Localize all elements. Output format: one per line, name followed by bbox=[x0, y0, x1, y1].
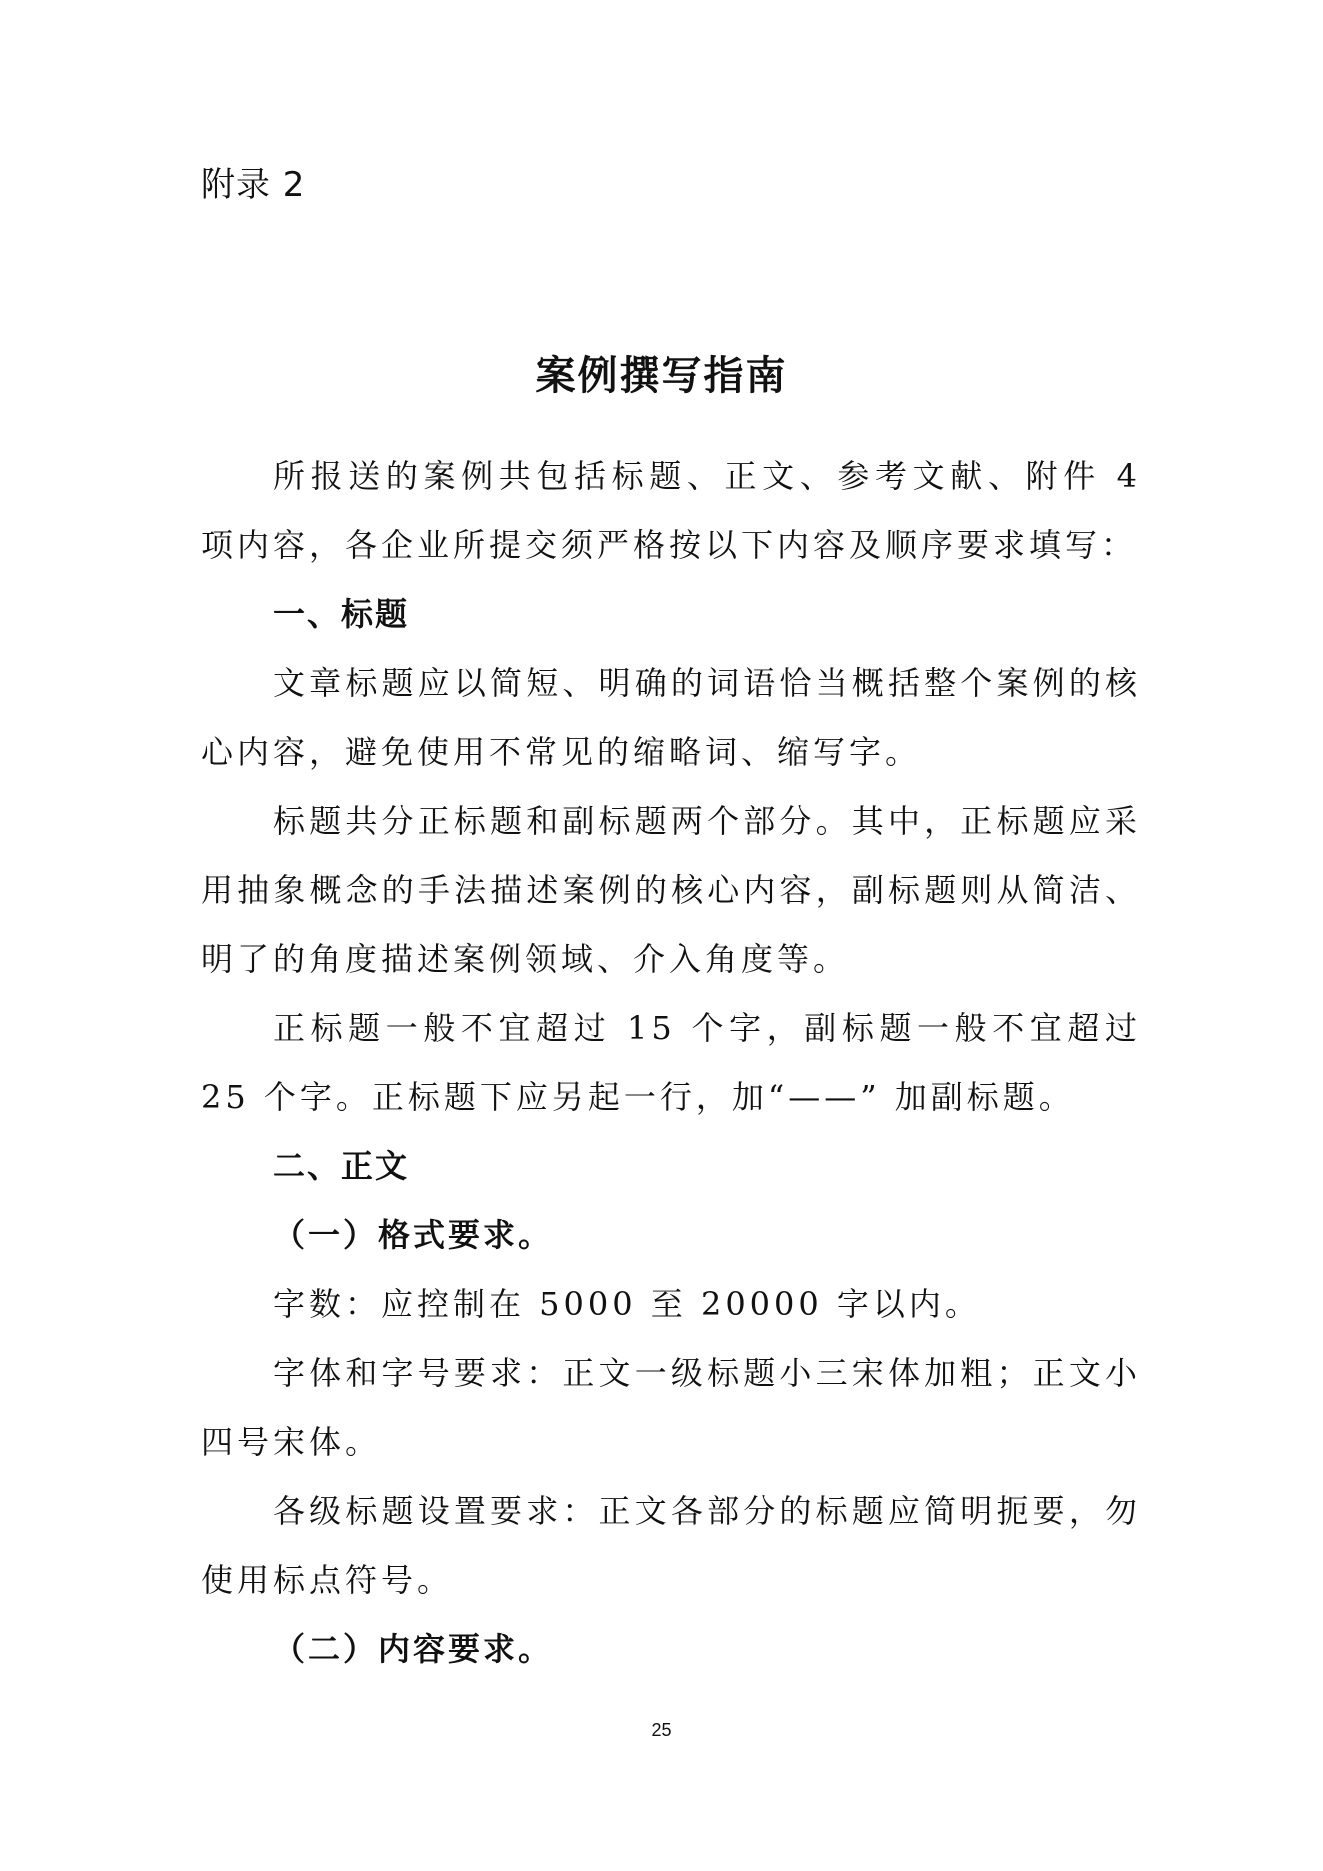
title-structure-paragraph: 标题共分正标题和副标题两个部分。其中，正标题应采用抽象概念的手法描述案例的核心内容，副标题则从简洁、明了的角度描述案例领域、介入角度等。 bbox=[201, 802, 1141, 978]
appendix-label: 附录 2 bbox=[201, 165, 306, 205]
section-heading-body: 二、正文 bbox=[273, 1147, 410, 1185]
title-length-paragraph: 正标题一般不宜超过 15 个字，副标题一般不宜超过 25 个字。正标题下应另起一行，加“——” 加副标题。 bbox=[201, 1009, 1141, 1116]
intro-paragraph: 所报送的案例共包括标题、正文、参考文献、附件 4 项内容，各企业所提交须严格按以下内容及顺序要求填写： bbox=[201, 457, 1141, 564]
subsection-heading-format: （一）格式要求。 bbox=[273, 1216, 554, 1254]
word-count-paragraph: 字数：应控制在 5000 至 20000 字以内。 bbox=[273, 1285, 981, 1323]
page-number: 25 bbox=[651, 1720, 672, 1740]
title-rule-paragraph: 文章标题应以简短、明确的词语恰当概括整个案例的核心内容，避免使用不常见的缩略词、缩写字。 bbox=[201, 664, 1141, 771]
font-size-paragraph: 字体和字号要求：正文一级标题小三宋体加粗；正文小四号宋体。 bbox=[201, 1354, 1141, 1461]
section-heading-title: 一、标题 bbox=[273, 595, 410, 633]
document-body bbox=[201, 442, 1141, 1684]
document-title: 案例撰写指南 bbox=[535, 352, 788, 399]
subsection-heading-content: （二）内容要求。 bbox=[273, 1630, 554, 1668]
heading-setting-paragraph: 各级标题设置要求：正文各部分的标题应简明扼要，勿使用标点符号。 bbox=[201, 1492, 1141, 1599]
